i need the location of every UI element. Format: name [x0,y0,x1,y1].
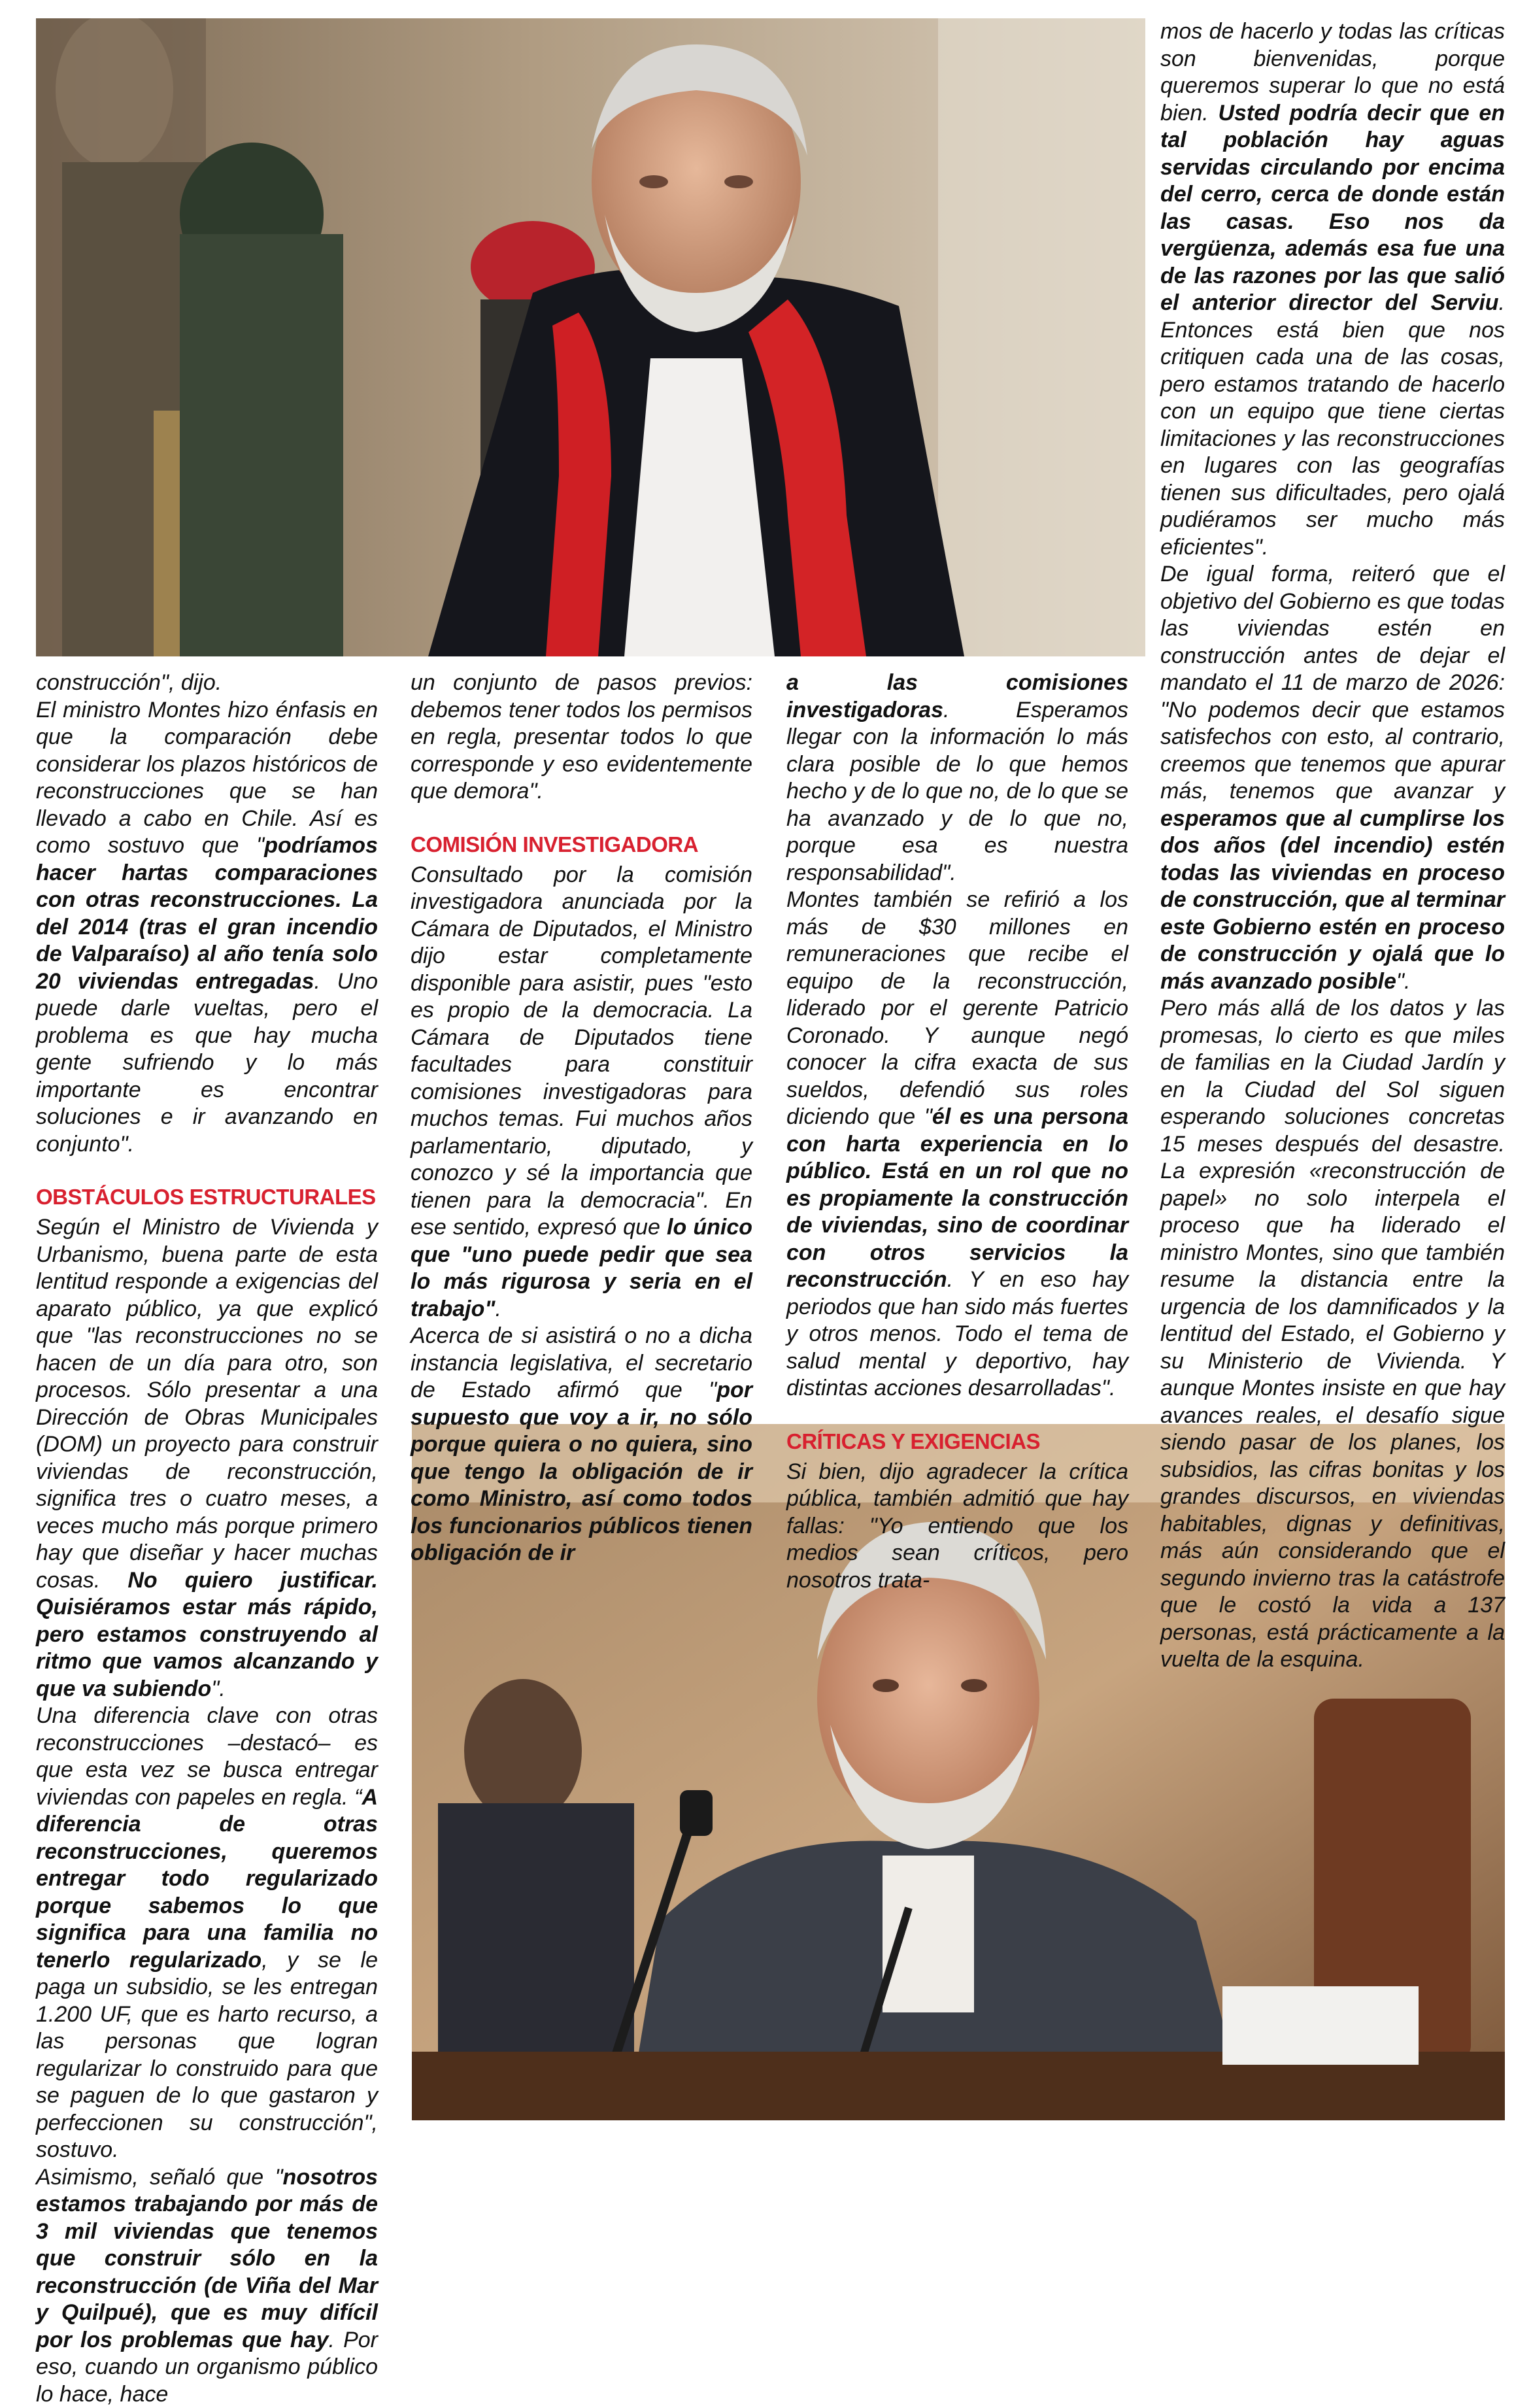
paragraph [36,670,378,697]
bold-quote: a las comisiones investigadoras [786,670,1128,722]
bold-quote: No quiero justificar. Quisiéramos estar más rápido, pero estamos construyendo al ritmo que vamos alcanzando y que va subiendo [36,1568,378,1701]
text-run: , y se le paga un subsidio, se les entregan 1.200 UF, que es harto recurso, a las personas que logran regularizar lo construido para que se paguen de lo que gastaron y perfeccionen su construcción", sostuvo. [36,1948,378,2163]
subheading-comision: COMISIÓN INVESTIGADORA [411,832,752,858]
paragraph [786,1459,1128,1595]
text-run: Montes también se refirió a los más de $30 millones en remuneraciones que recibe el equipo de la reconstrucción, liderado por el gerente Patricio Coronado. Y aunque negó conocer la cifra exacta de sus sueldos, defendió sus roles diciendo que " [786,887,1128,1129]
paragraph [786,887,1128,1402]
paragraph [36,2164,378,2408]
text-run: . Esperamos llegar con la información lo más clara posible de lo que hemos hecho y de lo que no, de lo que se ha avanzado y de lo que no, porque esa es nuestra responsabilidad". [786,698,1128,885]
text-run: . Entonces está bien que nos critiquen cada una de las cosas, pero estamos tratando de hacerlo con un equipo que tiene ciertas limitaciones y las reconstrucciones en lugares con las geografías tienen sus dificultades, pero ojalá pudiéramos ser mucho más eficientes". [1160,290,1505,560]
text-run: un conjunto de pasos previos: debemos tener todos los permisos en regla, presentar todos lo que corresponde y eso evidentemente que demora". [411,670,752,804]
bold-quote: él es una persona con harta experiencia en lo público. Está en un rol que no es propiamente la construcción de viviendas, sino de coordinar con otros servicios la reconstrucción [786,1104,1128,1292]
text-run: El ministro Montes hizo énfasis en que la comparación debe considerar los plazos históricos de reconstrucciones que se han llevado a cabo en Chile. Así es como sostuvo que " [36,698,378,858]
text-run: Acerca de si asistirá o no a dicha instancia legislativa, el secretario de Estado afirmó que " [411,1323,752,1402]
text-run: De igual forma, reiteró que el objetivo del Gobierno es que todas las viviendas estén en construcción antes de dejar el mandato el 11 de marzo de 2026: "No podemos decir que estamos satisfechos con esto, al contrario, creemos que tenemos que apurar más, tenemos que avanzar y [1160,562,1505,804]
text-run: Una diferencia clave con otras reconstrucciones –destacó– es que esta vez se busca entregar viviendas con papeles en regla. “ [36,1703,378,1810]
article-column-1 [36,670,378,2408]
text-run: ". [1396,969,1411,994]
paragraph [1160,995,1505,1674]
text-run: construcción", dijo. [36,670,222,695]
subheading-obstaculos: OBSTÁCULOS ESTRUCTURALES [36,1184,378,1210]
paragraph [36,1214,378,1703]
paragraph [786,670,1128,887]
article-column-2 [411,670,752,1567]
bold-quote: nosotros estamos trabajando por más de 3 mil viviendas que tenemos que construir sólo en la reconstrucción (de Viña del Mar y Quilpué), que es muy difícil por los problemas que hay [36,2165,378,2352]
bold-quote: lo único que "uno puede pedir que sea lo más rigurosa y seria en el trabajo" [411,1215,752,1321]
text-run: Consultado por la comisión investigadora anunciada por la Cámara de Diputados, el Ministro dijo estar completamente disponible para asistir, pues "esto es propio de la democracia. La Cámara de Diputados tiene facultades para constituir comisiones investigadoras para muchos temas. Fui muchos años parlamentario, diputado, y conozco y sé la importancia que tienen para la democracia". En ese sentido, expresó que [411,862,752,1240]
text-run: Pero más allá de los datos y las promesas, lo cierto es que miles de familias en la Ciudad Jardín y en la Ciudad del Sol siguen esperando soluciones concretas 15 meses después del desastre. La expresión «reconstrucción de papel» no solo interpela el proceso que ha liderado el ministro Montes, sino que también resume la distancia entre la urgencia de los damnificados y la lentitud del Estado, el Gobierno y su Ministerio de Vivienda. Y aunque Montes insiste en que hay avances reales, el desafío sigue siendo pasar de los planes, los subsidios, las cifras bonitas y los grandes discursos, en viviendas habitables, dignas y definitivas, más aún considerando que el segundo invierno tras la catástrofe que le costó la vida a 137 personas, está prácticamente a la vuelta de la esquina. [1160,996,1505,1672]
paragraph [411,1323,752,1567]
text-run: . Uno puede darle vueltas, pero el problema es que hay mucha gente sufriendo y lo más importante es encontrar soluciones e ir avanzando en conjunto". [36,969,378,1157]
text-run: . [495,1297,501,1321]
text-run: Si bien, dijo agradecer la crítica pública, también admitió que hay fallas: "Yo entiendo que los medios sean críticos, pero nosotros trata- [786,1459,1128,1593]
subheading-criticas: CRÍTICAS Y EXIGENCIAS [786,1429,1128,1455]
paragraph [1160,561,1505,995]
paragraph [36,1703,378,2164]
paragraph [411,670,752,805]
article-column-3 [786,670,1128,1594]
text-run: . Y en eso hay periodos que han sido más fuertes y otros menos. Todo el tema de salud mental y deportivo, hay distintas acciones desarrolladas". [786,1267,1128,1400]
bold-quote: podríamos hacer hartas comparaciones con otras reconstrucciones. La del 2014 (tras el gran incendio de Valparaíso) al año tenía solo 20 viviendas entregadas [36,833,378,994]
text-run: Según el Ministro de Vivienda y Urbanismo, buena parte de esta lentitud responde a exigencias del aparato público, ya que explicó que "las reconstrucciones no se hacen de un día para otro, son procesos. Sólo presentar a una Dirección de Obras Municipales (DOM) un proyecto para construir viviendas de reconstrucción, significa tres o cuatro meses, a veces mucho más porque primero hay que diseñar y hacer muchas cosas. [36,1215,378,1593]
text-run: . Por eso, cuando un organismo público lo hace, hace [36,2328,378,2407]
paragraph [411,862,752,1323]
bold-quote: esperamos que al cumplirse los dos años (del incendio) estén todas las viviendas en proceso de construcción, que al terminar este Gobierno estén en proceso de construcción y ojalá que lo más avanzado posible [1160,806,1505,994]
bold-quote: por supuesto que voy a ir, no sólo porque quiera o no quiera, sino que tengo la obligación de ir como Ministro, así como todos los funcionarios públicos tienen obligación de ir [411,1378,752,1565]
top-photo-minister-walking [36,18,1145,656]
text-run: mos de hacerlo y todas las críticas son bienvenidas, porque queremos superar lo que no está bien. [1160,19,1505,126]
text-run: ". [211,1676,226,1701]
article-column-4 [1160,18,1505,1674]
text-run: Asimismo, señaló que " [36,2165,283,2190]
paragraph [36,697,378,1159]
bold-quote: Usted podría decir que en tal población hay aguas servidas circulando por encima del cerro, cerca de donde están las casas. Eso nos da vergüenza, además esa fue una de las razones por las que salió el anterior director del Serviu [1160,101,1505,316]
paragraph [1160,18,1505,561]
bold-quote: A diferencia de otras reconstrucciones, queremos entregar todo regularizado porque sabemos lo que significa para una familia no tenerlo regularizado [36,1785,378,1973]
